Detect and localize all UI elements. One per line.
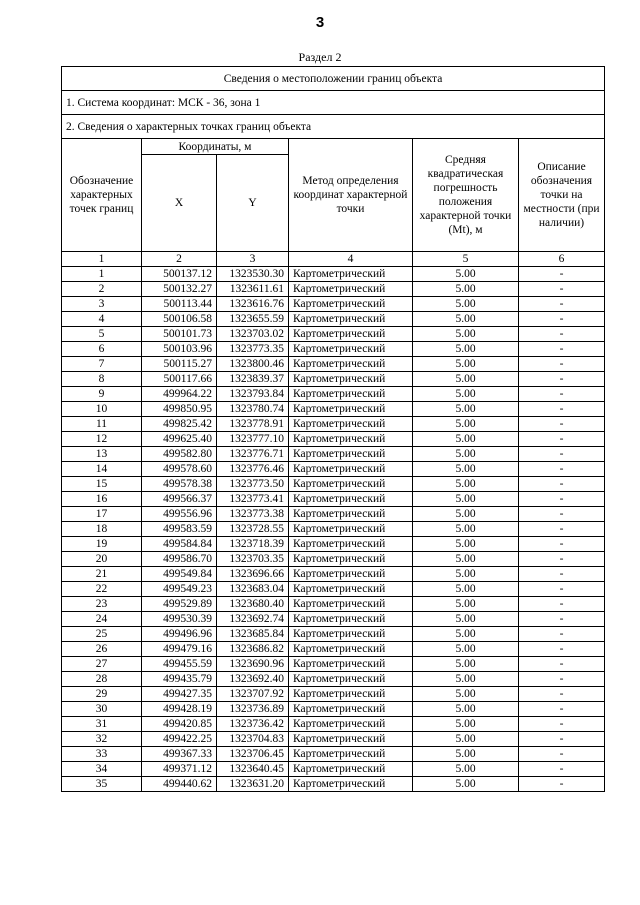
- method-cell: Картометрический: [289, 747, 413, 762]
- column-number: 3: [217, 252, 289, 267]
- description-cell: -: [519, 642, 605, 657]
- y-coordinate-cell: 1323703.35: [217, 552, 289, 567]
- y-coordinate-cell: 1323773.35: [217, 342, 289, 357]
- point-number-cell: 7: [62, 357, 142, 372]
- table-row: [62, 447, 605, 462]
- x-coordinate-cell: 499584.84: [142, 537, 217, 552]
- table-row: [62, 612, 605, 627]
- description-cell: -: [519, 522, 605, 537]
- x-coordinate-cell: 499625.40: [142, 432, 217, 447]
- header-accuracy: Средняя квадратическая погрешность положения характерной точки (Mt), м: [413, 139, 519, 252]
- accuracy-cell: 5.00: [413, 777, 519, 792]
- description-cell: -: [519, 672, 605, 687]
- y-coordinate-cell: 1323839.37: [217, 372, 289, 387]
- accuracy-cell: 5.00: [413, 327, 519, 342]
- method-cell: Картометрический: [289, 627, 413, 642]
- point-number-cell: 6: [62, 342, 142, 357]
- method-cell: Картометрический: [289, 447, 413, 462]
- description-cell: -: [519, 357, 605, 372]
- point-number-cell: 13: [62, 447, 142, 462]
- accuracy-cell: 5.00: [413, 537, 519, 552]
- y-coordinate-cell: 1323773.38: [217, 507, 289, 522]
- point-number-cell: 17: [62, 507, 142, 522]
- accuracy-cell: 5.00: [413, 432, 519, 447]
- method-cell: Картометрический: [289, 342, 413, 357]
- accuracy-cell: 5.00: [413, 402, 519, 417]
- description-cell: -: [519, 417, 605, 432]
- table-title: Сведения о местоположении границ объекта: [62, 67, 605, 91]
- accuracy-cell: 5.00: [413, 462, 519, 477]
- table-row: [62, 357, 605, 372]
- y-coordinate-cell: 1323773.50: [217, 477, 289, 492]
- y-coordinate-cell: 1323706.45: [217, 747, 289, 762]
- x-coordinate-cell: 499496.96: [142, 627, 217, 642]
- accuracy-cell: 5.00: [413, 552, 519, 567]
- y-coordinate-cell: 1323800.46: [217, 357, 289, 372]
- description-cell: -: [519, 717, 605, 732]
- description-cell: -: [519, 567, 605, 582]
- x-coordinate-cell: 499529.89: [142, 597, 217, 612]
- accuracy-cell: 5.00: [413, 297, 519, 312]
- method-cell: Картометрический: [289, 267, 413, 282]
- table-row: [62, 687, 605, 702]
- table-row: [62, 672, 605, 687]
- point-number-cell: 18: [62, 522, 142, 537]
- accuracy-cell: 5.00: [413, 747, 519, 762]
- x-coordinate-cell: 499428.19: [142, 702, 217, 717]
- description-cell: -: [519, 732, 605, 747]
- x-coordinate-cell: 499586.70: [142, 552, 217, 567]
- x-coordinate-cell: 500137.12: [142, 267, 217, 282]
- description-cell: -: [519, 372, 605, 387]
- table-row: [62, 657, 605, 672]
- point-number-cell: 14: [62, 462, 142, 477]
- method-cell: Картометрический: [289, 537, 413, 552]
- description-cell: -: [519, 402, 605, 417]
- x-coordinate-cell: 499578.60: [142, 462, 217, 477]
- y-coordinate-cell: 1323704.83: [217, 732, 289, 747]
- x-coordinate-cell: 499367.33: [142, 747, 217, 762]
- accuracy-cell: 5.00: [413, 477, 519, 492]
- point-number-cell: 22: [62, 582, 142, 597]
- x-coordinate-cell: 499582.80: [142, 447, 217, 462]
- method-cell: Картометрический: [289, 387, 413, 402]
- description-cell: -: [519, 267, 605, 282]
- column-number: 1: [62, 252, 142, 267]
- accuracy-cell: 5.00: [413, 702, 519, 717]
- table-row: [62, 597, 605, 612]
- point-number-cell: 20: [62, 552, 142, 567]
- x-coordinate-cell: 500113.44: [142, 297, 217, 312]
- point-number-cell: 4: [62, 312, 142, 327]
- description-cell: -: [519, 342, 605, 357]
- x-coordinate-cell: 499455.59: [142, 657, 217, 672]
- point-number-cell: 5: [62, 327, 142, 342]
- description-cell: -: [519, 762, 605, 777]
- y-coordinate-cell: 1323690.96: [217, 657, 289, 672]
- x-coordinate-cell: 499530.39: [142, 612, 217, 627]
- x-coordinate-cell: 499427.35: [142, 687, 217, 702]
- accuracy-cell: 5.00: [413, 522, 519, 537]
- x-coordinate-cell: 500101.73: [142, 327, 217, 342]
- y-coordinate-cell: 1323692.40: [217, 672, 289, 687]
- column-number: 6: [519, 252, 605, 267]
- table-row: [62, 462, 605, 477]
- point-number-cell: 34: [62, 762, 142, 777]
- description-cell: -: [519, 612, 605, 627]
- method-cell: Картометрический: [289, 642, 413, 657]
- column-number: 2: [142, 252, 217, 267]
- method-cell: Картометрический: [289, 282, 413, 297]
- point-number-cell: 11: [62, 417, 142, 432]
- table-row: [62, 402, 605, 417]
- accuracy-cell: 5.00: [413, 582, 519, 597]
- point-number-cell: 28: [62, 672, 142, 687]
- y-coordinate-cell: 1323703.02: [217, 327, 289, 342]
- description-cell: -: [519, 507, 605, 522]
- y-coordinate-cell: 1323718.39: [217, 537, 289, 552]
- table-row: [62, 717, 605, 732]
- table-row: [62, 567, 605, 582]
- table-row: [62, 537, 605, 552]
- y-coordinate-cell: 1323778.91: [217, 417, 289, 432]
- header-coordinates: Координаты, м: [142, 139, 289, 155]
- x-coordinate-cell: 499371.12: [142, 762, 217, 777]
- accuracy-cell: 5.00: [413, 762, 519, 777]
- x-coordinate-cell: 499583.59: [142, 522, 217, 537]
- table-row: [62, 762, 605, 777]
- accuracy-cell: 5.00: [413, 672, 519, 687]
- coordinate-system: 1. Система координат: МСК - 36, зона 1: [62, 91, 605, 115]
- point-number-cell: 26: [62, 642, 142, 657]
- y-coordinate-cell: 1323736.42: [217, 717, 289, 732]
- point-number-cell: 9: [62, 387, 142, 402]
- table-row: [62, 492, 605, 507]
- description-cell: -: [519, 312, 605, 327]
- y-coordinate-cell: 1323640.45: [217, 762, 289, 777]
- accuracy-cell: 5.00: [413, 657, 519, 672]
- table-row: [62, 342, 605, 357]
- description-cell: -: [519, 687, 605, 702]
- y-coordinate-cell: 1323686.82: [217, 642, 289, 657]
- table-row: [62, 282, 605, 297]
- accuracy-cell: 5.00: [413, 612, 519, 627]
- description-cell: -: [519, 537, 605, 552]
- accuracy-cell: 5.00: [413, 447, 519, 462]
- accuracy-cell: 5.00: [413, 357, 519, 372]
- section-label: Раздел 2: [298, 50, 342, 64]
- y-coordinate-cell: 1323736.89: [217, 702, 289, 717]
- accuracy-cell: 5.00: [413, 507, 519, 522]
- column-number: 4: [289, 252, 413, 267]
- description-cell: -: [519, 492, 605, 507]
- description-cell: -: [519, 477, 605, 492]
- x-coordinate-cell: 499566.37: [142, 492, 217, 507]
- point-number-cell: 23: [62, 597, 142, 612]
- method-cell: Картометрический: [289, 372, 413, 387]
- description-cell: -: [519, 327, 605, 342]
- description-cell: -: [519, 777, 605, 792]
- x-coordinate-cell: 499549.84: [142, 567, 217, 582]
- boundary-points-table: [61, 66, 605, 792]
- y-coordinate-cell: 1323692.74: [217, 612, 289, 627]
- method-cell: Картометрический: [289, 417, 413, 432]
- point-number-cell: 33: [62, 747, 142, 762]
- x-coordinate-cell: 499964.22: [142, 387, 217, 402]
- table-row: [62, 747, 605, 762]
- method-cell: Картометрический: [289, 312, 413, 327]
- accuracy-cell: 5.00: [413, 387, 519, 402]
- description-cell: -: [519, 552, 605, 567]
- x-coordinate-cell: 500106.58: [142, 312, 217, 327]
- column-number: 5: [413, 252, 519, 267]
- description-cell: -: [519, 597, 605, 612]
- accuracy-cell: 5.00: [413, 687, 519, 702]
- method-cell: Картометрический: [289, 762, 413, 777]
- point-number-cell: 27: [62, 657, 142, 672]
- point-number-cell: 32: [62, 732, 142, 747]
- accuracy-cell: 5.00: [413, 417, 519, 432]
- y-coordinate-cell: 1323680.40: [217, 597, 289, 612]
- table-row: [62, 507, 605, 522]
- method-cell: Картометрический: [289, 657, 413, 672]
- x-coordinate-cell: 499549.23: [142, 582, 217, 597]
- method-cell: Картометрический: [289, 507, 413, 522]
- description-cell: -: [519, 447, 605, 462]
- y-coordinate-cell: 1323776.71: [217, 447, 289, 462]
- method-cell: Картометрический: [289, 732, 413, 747]
- point-number-cell: 29: [62, 687, 142, 702]
- method-cell: Картометрический: [289, 297, 413, 312]
- x-coordinate-cell: 500117.66: [142, 372, 217, 387]
- table-body: [62, 267, 605, 792]
- x-coordinate-cell: 499422.25: [142, 732, 217, 747]
- method-cell: Картометрический: [289, 567, 413, 582]
- point-number-cell: 31: [62, 717, 142, 732]
- header-method: Метод определения координат характерной точки: [289, 139, 413, 252]
- table-row: [62, 777, 605, 792]
- y-coordinate-cell: 1323773.41: [217, 492, 289, 507]
- header-y: Y: [217, 155, 289, 252]
- table-row: [62, 417, 605, 432]
- point-number-cell: 3: [62, 297, 142, 312]
- point-number-cell: 30: [62, 702, 142, 717]
- description-cell: -: [519, 462, 605, 477]
- description-cell: -: [519, 387, 605, 402]
- y-coordinate-cell: 1323777.10: [217, 432, 289, 447]
- x-coordinate-cell: 499440.62: [142, 777, 217, 792]
- table-row: [62, 522, 605, 537]
- y-coordinate-cell: 1323685.84: [217, 627, 289, 642]
- x-coordinate-cell: 499556.96: [142, 507, 217, 522]
- method-cell: Картометрический: [289, 432, 413, 447]
- table-row: [62, 552, 605, 567]
- y-coordinate-cell: 1323793.84: [217, 387, 289, 402]
- accuracy-cell: 5.00: [413, 282, 519, 297]
- x-coordinate-cell: 499479.16: [142, 642, 217, 657]
- accuracy-cell: 5.00: [413, 342, 519, 357]
- description-cell: -: [519, 747, 605, 762]
- accuracy-cell: 5.00: [413, 372, 519, 387]
- y-coordinate-cell: 1323696.66: [217, 567, 289, 582]
- description-cell: -: [519, 657, 605, 672]
- table-row: [62, 297, 605, 312]
- description-cell: -: [519, 432, 605, 447]
- method-cell: Картометрический: [289, 462, 413, 477]
- table-row: [62, 732, 605, 747]
- y-coordinate-cell: 1323780.74: [217, 402, 289, 417]
- point-number-cell: 1: [62, 267, 142, 282]
- points-heading: 2. Сведения о характерных точках границ объекта: [62, 115, 605, 139]
- table-row: [62, 267, 605, 282]
- point-number-cell: 8: [62, 372, 142, 387]
- x-coordinate-cell: 499825.42: [142, 417, 217, 432]
- method-cell: Картометрический: [289, 402, 413, 417]
- point-number-cell: 15: [62, 477, 142, 492]
- method-cell: Картометрический: [289, 582, 413, 597]
- method-cell: Картометрический: [289, 492, 413, 507]
- header-x: X: [142, 155, 217, 252]
- accuracy-cell: 5.00: [413, 717, 519, 732]
- method-cell: Картометрический: [289, 702, 413, 717]
- y-coordinate-cell: 1323728.55: [217, 522, 289, 537]
- x-coordinate-cell: 499420.85: [142, 717, 217, 732]
- accuracy-cell: 5.00: [413, 567, 519, 582]
- accuracy-cell: 5.00: [413, 312, 519, 327]
- table-row: [62, 627, 605, 642]
- point-number-cell: 16: [62, 492, 142, 507]
- method-cell: Картометрический: [289, 552, 413, 567]
- point-number-cell: 12: [62, 432, 142, 447]
- accuracy-cell: 5.00: [413, 597, 519, 612]
- header-description: Описание обозначения точки на местности (при наличии): [519, 139, 605, 252]
- point-number-cell: 10: [62, 402, 142, 417]
- point-number-cell: 35: [62, 777, 142, 792]
- y-coordinate-cell: 1323683.04: [217, 582, 289, 597]
- x-coordinate-cell: 499435.79: [142, 672, 217, 687]
- description-cell: -: [519, 702, 605, 717]
- method-cell: Картометрический: [289, 357, 413, 372]
- accuracy-cell: 5.00: [413, 627, 519, 642]
- table-row: [62, 702, 605, 717]
- table-row: [62, 642, 605, 657]
- table-row: [62, 312, 605, 327]
- x-coordinate-cell: 499850.95: [142, 402, 217, 417]
- table-row: [62, 477, 605, 492]
- point-number-cell: 2: [62, 282, 142, 297]
- method-cell: Картометрический: [289, 597, 413, 612]
- y-coordinate-cell: 1323631.20: [217, 777, 289, 792]
- y-coordinate-cell: 1323611.61: [217, 282, 289, 297]
- accuracy-cell: 5.00: [413, 492, 519, 507]
- point-number-cell: 19: [62, 537, 142, 552]
- x-coordinate-cell: 500103.96: [142, 342, 217, 357]
- method-cell: Картометрический: [289, 672, 413, 687]
- description-cell: -: [519, 582, 605, 597]
- description-cell: -: [519, 297, 605, 312]
- page-number: 3: [315, 14, 325, 31]
- x-coordinate-cell: 499578.38: [142, 477, 217, 492]
- y-coordinate-cell: 1323616.76: [217, 297, 289, 312]
- method-cell: Картометрический: [289, 687, 413, 702]
- point-number-cell: 24: [62, 612, 142, 627]
- point-number-cell: 21: [62, 567, 142, 582]
- accuracy-cell: 5.00: [413, 732, 519, 747]
- method-cell: Картометрический: [289, 477, 413, 492]
- method-cell: Картометрический: [289, 612, 413, 627]
- table-row: [62, 372, 605, 387]
- description-cell: -: [519, 282, 605, 297]
- table-row: [62, 432, 605, 447]
- header-point-designation: Обозначение характерных точек границ: [62, 139, 142, 252]
- description-cell: -: [519, 627, 605, 642]
- y-coordinate-cell: 1323776.46: [217, 462, 289, 477]
- table-row: [62, 327, 605, 342]
- table-row: [62, 582, 605, 597]
- y-coordinate-cell: 1323707.92: [217, 687, 289, 702]
- table-row: [62, 387, 605, 402]
- x-coordinate-cell: 500132.27: [142, 282, 217, 297]
- y-coordinate-cell: 1323530.30: [217, 267, 289, 282]
- method-cell: Картометрический: [289, 717, 413, 732]
- accuracy-cell: 5.00: [413, 642, 519, 657]
- method-cell: Картометрический: [289, 777, 413, 792]
- y-coordinate-cell: 1323655.59: [217, 312, 289, 327]
- method-cell: Картометрический: [289, 522, 413, 537]
- method-cell: Картометрический: [289, 327, 413, 342]
- accuracy-cell: 5.00: [413, 267, 519, 282]
- point-number-cell: 25: [62, 627, 142, 642]
- x-coordinate-cell: 500115.27: [142, 357, 217, 372]
